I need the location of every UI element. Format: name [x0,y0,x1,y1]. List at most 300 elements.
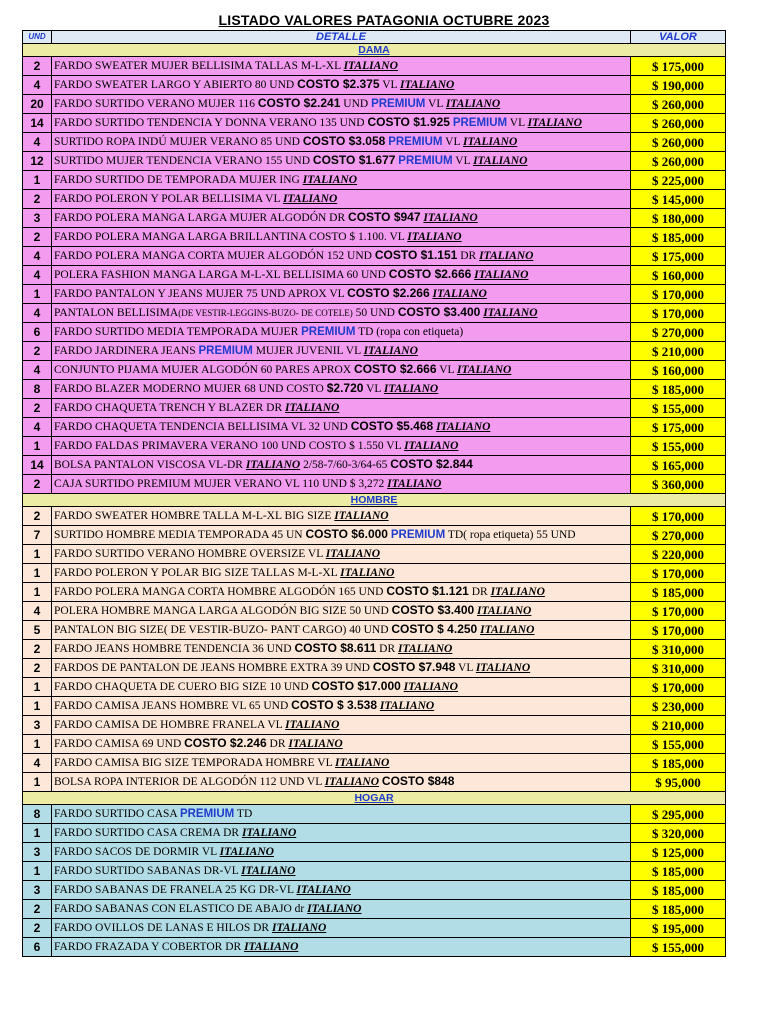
table-row [23,323,726,342]
detail-cell [52,900,631,919]
detail-cell [52,399,631,418]
detail-cell [52,342,631,361]
detail-text: ITALIANO [302,173,358,186]
value-cell: $ 320,000 [631,824,726,843]
detail-text: PANTALON BIG SIZE( DE VESTIR-BUZO- PANT CARGO) 40 UND [54,624,392,636]
detail-text: 2/58-7/60-3/64-65 [300,459,391,471]
section-title: HOMBRE [23,494,726,507]
detail-text: FARDO JARDINERA JEANS [54,344,199,357]
table-row [23,228,726,247]
detail-text: BOLSA PANTALON VISCOSA VL-DR [54,459,246,471]
detail-text: COSTO $2.666 [354,362,437,376]
detail-cell [52,76,631,95]
qty-cell: 2 [23,919,52,938]
header-detalle: DETALLE [52,31,631,44]
detail-text: $2.720 [326,381,364,395]
value-cell: $ 185,000 [631,583,726,602]
detail-text: ITALIANO [245,459,301,471]
detail-cell [52,285,631,304]
value-cell: $ 125,000 [631,843,726,862]
table-row [23,285,726,304]
qty-cell: 2 [23,507,52,526]
detail-text: POLERA FASHION MANGA LARGA M-L-XL BELLISIMA 60 UND [54,269,389,281]
detail-text: FARDO CAMISA BIG SIZE TEMPORADA HOMBRE VL [54,756,336,769]
value-cell: $ 185,000 [631,900,726,919]
detail-cell [52,114,631,133]
value-cell: $ 155,000 [631,399,726,418]
value-cell: $ 360,000 [631,475,726,494]
detail-text: FARDO POLERA MANGA CORTA HOMBRE ALGODÓN 165 UND [54,586,387,598]
detail-text: SURTIDO MUJER TENDENCIA VERANO 155 UND [54,155,313,167]
detail-text: COSTO $947 [348,210,421,224]
value-cell: $ 230,000 [631,697,726,716]
qty-cell: 7 [23,526,52,545]
detail-cell [52,228,631,247]
detail-text: COSTO $1.677 [312,153,396,167]
value-cell: $ 170,000 [631,678,726,697]
detail-cell [52,754,631,773]
detail-text: ITALIANO [462,136,518,148]
value-cell: $ 175,000 [631,247,726,266]
detail-cell [52,716,631,735]
qty-cell: 20 [23,95,52,114]
value-cell: $ 185,000 [631,862,726,881]
detail-text: PREMIUM [398,155,453,167]
detail-text: DR [266,738,289,750]
detail-cell [52,171,631,190]
detail-text: DR [376,643,399,655]
qty-cell: 1 [23,171,52,190]
qty-cell: 2 [23,190,52,209]
qty-cell: 4 [23,361,52,380]
detail-cell [52,862,631,881]
qty-cell: 4 [23,76,52,95]
table-row [23,304,726,323]
qty-cell: 1 [23,735,52,754]
detail-text: ITALIANO [241,864,296,877]
detail-text: ITALIANO [407,230,462,243]
detail-cell [52,938,631,957]
detail-text: COSTO $1.151 [374,248,458,262]
detail-text: SURTIDO ROPA INDÚ MUJER VERANO 85 UND [54,136,303,148]
table-row [23,114,726,133]
value-cell: $ 170,000 [631,602,726,621]
detail-cell [52,209,631,228]
table-row [23,247,726,266]
value-cell: $ 190,000 [631,76,726,95]
detail-text: ITALIANO [403,681,458,693]
table-row [23,171,726,190]
detail-text: FARDO POLERON Y POLAR BIG SIZE TALLAS M-L-XL [54,566,341,579]
value-cell: $ 155,000 [631,938,726,957]
value-cell: $ 95,000 [631,773,726,792]
value-cell: $ 185,000 [631,754,726,773]
table-row [23,754,726,773]
detail-text: FARDO SABANAS DE FRANELA 25 KG DR-VL [54,883,297,896]
qty-cell: 4 [23,602,52,621]
table-row [23,190,726,209]
table-row [23,900,726,919]
detail-cell [52,881,631,900]
table-row [23,95,726,114]
detail-text: FARDO SURTIDO VERANO MUJER 116 [54,98,258,110]
detail-text: ITALIANO [398,643,453,655]
detail-text: FARDO SURTIDO MEDIA TEMPORADA MUJER [54,325,302,338]
detail-text: ITALIANO [379,700,435,712]
detail-text: VL [379,79,401,91]
detail-text: FARDO POLERA MANGA CORTA MUJER ALGODÓN 152 UND [54,250,375,262]
detail-text: VL [442,136,463,148]
value-cell: $ 180,000 [631,209,726,228]
qty-cell: 1 [23,437,52,456]
table-row [23,938,726,957]
detail-text: FARDO FRAZADA Y COBERTOR DR [54,940,245,953]
detail-text: PREMIUM [371,98,426,110]
table-row [23,716,726,735]
value-cell: $ 160,000 [631,361,726,380]
detail-text: FARDO CHAQUETA TENDENCIA BELLISIMA VL 32 UND [54,421,351,433]
detail-text: PREMIUM [198,344,253,357]
page-title-text: LISTADO VALORES PATAGONIA OCTUBRE 2023 [218,12,550,28]
value-cell: $ 175,000 [631,418,726,437]
table-row [23,133,726,152]
value-cell: $ 260,000 [631,95,726,114]
qty-cell: 2 [23,900,52,919]
value-cell: $ 270,000 [631,526,726,545]
detail-text: ITALIANO [244,940,299,953]
detail-text: TD (ropa con etiqueta) [355,325,464,338]
value-cell: $ 310,000 [631,659,726,678]
table-row [23,602,726,621]
value-cell: $ 195,000 [631,919,726,938]
detail-text: VL [436,364,457,376]
table-row [23,266,726,285]
table-row [23,209,726,228]
table-row [23,545,726,564]
qty-cell: 4 [23,133,52,152]
detail-text: COSTO $6.000 [305,527,388,541]
detail-text: MUJER JUVENIL VL [252,344,364,357]
value-cell: $ 260,000 [631,133,726,152]
detail-cell [52,697,631,716]
table-row [23,881,726,900]
detail-text: COSTO $8.611 [294,641,377,655]
table-row [23,919,726,938]
qty-cell: 4 [23,304,52,323]
detail-text: FARDO BLAZER MODERNO MUJER 68 UND COSTO [54,383,327,395]
detail-cell [52,95,631,114]
detail-cell [52,323,631,342]
detail-text: FARDO SURTIDO DE TEMPORADA MUJER ING [54,173,303,186]
detail-cell [52,133,631,152]
page-title [0,12,768,28]
table-row [23,773,726,792]
qty-cell: 1 [23,697,52,716]
section-header-hombre [23,494,726,507]
qty-cell: 8 [23,805,52,824]
table-row [23,824,726,843]
detail-text: ITALIANO [285,401,340,414]
detail-text: COSTO $2.844 [390,457,473,471]
detail-text: ITALIANO [288,738,343,750]
detail-text: COSTO $3.400 [391,603,475,617]
table-row [23,380,726,399]
detail-text: ITALIANO [477,605,532,617]
qty-cell: 1 [23,862,52,881]
qty-cell: 2 [23,228,52,247]
detail-text: ITALIANO [219,845,274,858]
table-row [23,152,726,171]
value-cell: $ 270,000 [631,323,726,342]
value-cell: $ 295,000 [631,805,726,824]
detail-text: FARDO POLERON Y POLAR BELLISIMA VL [54,192,283,205]
table-row [23,456,726,475]
qty-cell: 3 [23,209,52,228]
detail-text: FARDO JEANS HOMBRE TENDENCIA 36 UND [54,643,295,655]
table-row [23,437,726,456]
table-row [23,418,726,437]
detail-text: ITALIANO [474,269,529,281]
detail-text: COSTO $3.058 [302,134,386,148]
header-und: UND [23,31,52,44]
detail-text: BOLSA ROPA INTERIOR DE ALGODÓN 112 UND VL [54,776,325,788]
detail-text: DR [457,250,480,262]
detail-text: FARDO PANTALON Y JEANS MUJER 75 UND APROX VL [54,288,348,300]
value-cell: $ 170,000 [631,564,726,583]
detail-text: ITALIANO [387,477,442,490]
detail-text: FARDO POLERA MANGA LARGA BRILLANTINA COSTO $ 1.100. VL [54,230,408,243]
detail-cell [52,418,631,437]
detail-text: VL [363,383,384,395]
detail-text: ITALIANO [436,421,491,433]
detail-text: UND [340,98,372,110]
table-row [23,564,726,583]
qty-cell: 6 [23,323,52,342]
detail-text: ITALIANO [404,439,459,452]
table-row [23,697,726,716]
qty-cell: 14 [23,114,52,133]
value-cell: $ 170,000 [631,285,726,304]
detail-text: PREMIUM [452,117,508,129]
detail-cell [52,621,631,640]
detail-text: COSTO $17.000 [311,679,401,693]
detail-text: VL [452,155,474,167]
detail-text: FARDO SURTIDO CASA CREMA DR [54,826,242,839]
qty-cell: 1 [23,678,52,697]
value-cell: $ 210,000 [631,342,726,361]
detail-text: COSTO $2.375 [297,77,380,91]
detail-text: PREMIUM [388,136,443,148]
detail-text: ITALIANO [282,192,338,205]
detail-text: ITALIANO [285,718,340,731]
qty-cell: 2 [23,57,52,76]
qty-cell: 2 [23,342,52,361]
detail-text: FARDO SWEATER MUJER BELLISIMA TALLAS M-L-XL [54,59,344,72]
detail-text: ITALIANO [383,383,439,395]
detail-text: VL [455,662,476,674]
detail-cell [52,361,631,380]
detail-cell [52,919,631,938]
detail-text: FARDO CAMISA 69 UND [54,738,185,750]
detail-text: CONJUNTO PIJAMA MUJER ALGODÓN 60 PARES APROX [54,364,355,376]
detail-text: (DE VESTIR-LEGGINS-BUZO- DE COTELE) [178,308,353,318]
detail-text: COSTO $ 3.538 [291,698,377,712]
header-valor: VALOR [631,31,726,44]
table-row [23,399,726,418]
detail-text: PANTALON BELLISIMA [54,307,179,319]
table-row [23,659,726,678]
detail-cell [52,843,631,862]
qty-cell: 2 [23,659,52,678]
section-header-dama [23,44,726,57]
detail-text: COSTO $2.666 [388,267,472,281]
detail-text: ITALIANO [241,826,297,839]
detail-text: ITALIANO [307,902,362,915]
value-cell: $ 210,000 [631,716,726,735]
detail-cell [52,475,631,494]
qty-cell: 6 [23,938,52,957]
qty-cell: 2 [23,475,52,494]
table-row [23,678,726,697]
value-cell: $ 175,000 [631,57,726,76]
qty-cell: 1 [23,545,52,564]
detail-text: PREMIUM [390,529,446,541]
detail-cell [52,545,631,564]
detail-cell [52,678,631,697]
section-header-hogar [23,792,726,805]
qty-cell: 2 [23,399,52,418]
detail-text: ITALIANO [473,155,528,167]
value-cell: $ 170,000 [631,507,726,526]
detail-cell [52,583,631,602]
section-title: HOGAR [23,792,726,805]
detail-cell [52,57,631,76]
price-table-body [23,31,726,957]
detail-cell [52,805,631,824]
value-cell: $ 185,000 [631,881,726,900]
value-cell: $ 185,000 [631,380,726,399]
table-row [23,805,726,824]
detail-text: FARDO SURTIDO SABANAS DR-VL [54,864,242,877]
detail-text: FARDO FALDAS PRIMAVERA VERANO 100 UND COSTO $ 1.550 VL [54,439,405,452]
value-cell: $ 220,000 [631,545,726,564]
qty-cell: 14 [23,456,52,475]
detail-text: ITALIANO [296,883,351,896]
detail-text: DR [468,586,491,598]
qty-cell: 4 [23,754,52,773]
detail-text: FARDO CAMISA JEANS HOMBRE VL 65 UND [54,700,292,712]
detail-text: COSTO $2.241 [257,96,341,110]
detail-text: ITALIANO [479,250,534,262]
detail-cell [52,824,631,843]
detail-cell [52,735,631,754]
detail-cell [52,640,631,659]
detail-text: FARDO SACOS DE DORMIR VL [54,845,220,858]
detail-text: ITALIANO [480,624,535,636]
detail-text: FARDO SURTIDO CASA [54,807,180,820]
detail-text: COSTO $ 4.250 [391,622,478,636]
qty-cell: 1 [23,824,52,843]
detail-text: ITALIANO [335,756,390,769]
qty-cell: 1 [23,285,52,304]
detail-text: COSTO $7.948 [372,660,456,674]
detail-text: COSTO $1.121 [386,584,469,598]
detail-text: ITALIANO [271,921,327,934]
value-cell: $ 170,000 [631,304,726,323]
detail-text: FARDO SURTIDO VERANO HOMBRE OVERSIZE VL [54,547,326,560]
detail-text: ITALIANO [343,59,398,72]
table-row [23,621,726,640]
qty-cell: 12 [23,152,52,171]
detail-text: SURTIDO HOMBRE MEDIA TEMPORADA 45 UN [54,529,306,541]
detail-cell [52,659,631,678]
detail-cell [52,437,631,456]
table-row [23,507,726,526]
detail-text: VL [507,117,528,129]
qty-cell: 3 [23,716,52,735]
table-row [23,640,726,659]
table-row [23,342,726,361]
detail-text: COSTO $3.400 [397,305,481,319]
qty-cell: 1 [23,564,52,583]
detail-cell [52,507,631,526]
detail-text: COSTO $848 [381,774,455,788]
detail-text: FARDO POLERA MANGA LARGA MUJER ALGODÓN DR [54,212,349,224]
value-cell: $ 165,000 [631,456,726,475]
detail-text: POLERA HOMBRE MANGA LARGA ALGODÓN BIG SIZE 50 UND [54,605,392,617]
detail-text: FARDO SWEATER LARGO Y ABIERTO 80 UND [54,79,298,91]
detail-cell [52,152,631,171]
value-cell: $ 170,000 [631,621,726,640]
detail-text: FARDO SWEATER HOMBRE TALLA M-L-XL BIG SIZE [54,509,335,522]
detail-text: ITALIANO [490,586,545,598]
detail-cell [52,266,631,285]
value-cell: $ 225,000 [631,171,726,190]
value-cell: $ 260,000 [631,152,726,171]
value-cell: $ 160,000 [631,266,726,285]
qty-cell: 4 [23,247,52,266]
header-row [23,31,726,44]
detail-text: ITALIANO [456,364,512,376]
detail-cell [52,564,631,583]
qty-cell: 4 [23,266,52,285]
qty-cell: 3 [23,881,52,900]
qty-cell: 5 [23,621,52,640]
detail-cell [52,456,631,475]
detail-cell [52,602,631,621]
detail-cell [52,247,631,266]
qty-cell: 8 [23,380,52,399]
detail-text: FARDO CHAQUETA TRENCH Y BLAZER DR [54,401,286,414]
detail-text: FARDO SURTIDO TENDENCIA Y DONNA VERANO 135 UND [54,117,368,129]
detail-text: FARDO CHAQUETA DE CUERO BIG SIZE 10 UND [54,681,312,693]
detail-text: 50 UND [352,307,398,319]
detail-cell [52,190,631,209]
detail-text: COSTO $2.266 [347,286,430,300]
detail-text: ITALIANO [363,344,418,357]
detail-text: CAJA SURTIDO PREMIUM MUJER VERANO VL 110 UND $ 3,272 [54,477,388,490]
price-table [22,30,726,957]
detail-text: COSTO $1.925 [367,115,450,129]
detail-text: FARDOS DE PANTALON DE JEANS HOMBRE EXTRA 39 UND [54,662,373,674]
qty-cell: 4 [23,418,52,437]
detail-text: ITALIANO [475,662,531,674]
detail-text: FARDO SABANAS CON ELASTICO DE ABAJO dr [54,902,308,915]
table-row [23,862,726,881]
detail-text: COSTO $2.246 [184,736,267,750]
value-cell: $ 185,000 [631,228,726,247]
detail-text: COSTO $5.468 [350,419,434,433]
